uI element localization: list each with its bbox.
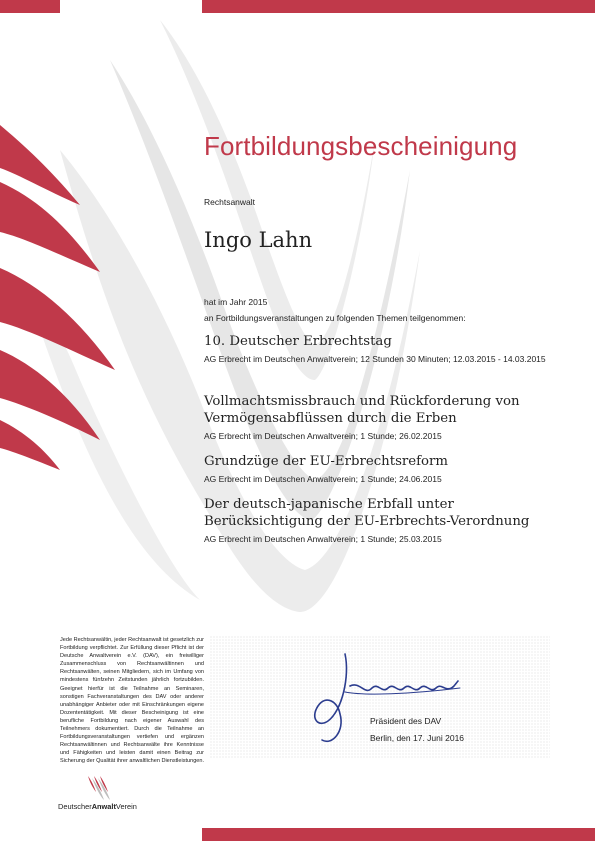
course-detail: AG Erbrecht im Deutschen Anwaltverein; 12 Stunden 30 Minuten; 12.03.2015 - 14.03.2015 <box>204 354 546 364</box>
certificate-title: Fortbildungsbescheinigung <box>204 131 518 161</box>
bottom-right-accent-bar <box>202 828 595 841</box>
intro-year: hat im Jahr 2015 <box>204 297 268 307</box>
course-detail: AG Erbrecht im Deutschen Anwaltverein; 1 Stunde; 24.06.2015 <box>204 474 442 484</box>
course-item <box>204 453 564 488</box>
signatory-title: Präsident des DAV <box>370 716 442 726</box>
course-detail: AG Erbrecht im Deutschen Anwaltverein; 1 Stunde; 25.03.2015 <box>204 534 442 544</box>
course-item <box>204 393 564 445</box>
course-title: Grundzüge der EU-Erbrechtsreform <box>204 454 449 469</box>
place-and-date: Berlin, den 17. Juni 2016 <box>370 733 465 743</box>
logo-text-part1: Deutscher <box>58 802 92 811</box>
course-detail: AG Erbrecht im Deutschen Anwaltverein; 1 Stunde; 26.02.2015 <box>204 431 442 441</box>
dav-logo-text <box>58 802 137 811</box>
top-left-accent-bar <box>0 0 60 13</box>
intro-statement: an Fortbildungsveranstaltungen zu folgenden Themen teilgenommen: <box>204 313 466 323</box>
logo-text-part3: Verein <box>115 802 137 811</box>
recipient-name: Ingo Lahn <box>204 228 313 252</box>
course-title: Der deutsch-japanische Erbfall unter Berücksichtigung der EU-Erbrechts-Verordnung <box>204 497 530 529</box>
logo-text-part2: Anwalt <box>91 802 116 811</box>
course-title: Vollmachtsmissbrauch und Rückforderung von Vermögensabflüssen durch die Erben <box>204 394 520 426</box>
top-right-accent-bar <box>202 0 595 13</box>
course-item <box>204 496 564 548</box>
recipient-role: Rechtsanwalt <box>204 197 256 207</box>
course-item <box>204 333 564 368</box>
course-title: 10. Deutscher Erbrechtstag <box>204 334 392 349</box>
legal-notice: Jede Rechtsanwältin, jeder Rechtsanwalt ist gesetzlich zur Fortbildung verpflichtet. Zur Erfüllung dieser Pflicht ist der Deutsche Anwaltverein e.V. (DAV), ein freiwilliger Zusammenschluss von Rechtsanwältinnen und Rechtsanwälten, seinen Mitgliedern, sich im Umfang von mindestens fünfzehn Zeitstunden jährlich fortzubilden. Geeignet hierfür ist die Teilnahme an Seminaren, sonstigen Fachveranstaltungen des DAV oder anderer unabhängiger Anbieter oder mit Einschränkungen eigene Dozententätigkeit. Mit dieser Bescheinigung ist eine berufliche Fortbildung nach eigener Auswahl des Teilnehmers dokumentiert. Durch die Teilnahme an Fortbildungsveranstaltungen vertiefen und ergänzen Rechtsanwältinnen und Rechtsanwälte ihre Kenntnisse und Fähigkeiten und leisten damit einen Beitrag zur Sicherung der Qualität ihrer anwaltlichen Dienstleistungen. <box>60 637 204 765</box>
